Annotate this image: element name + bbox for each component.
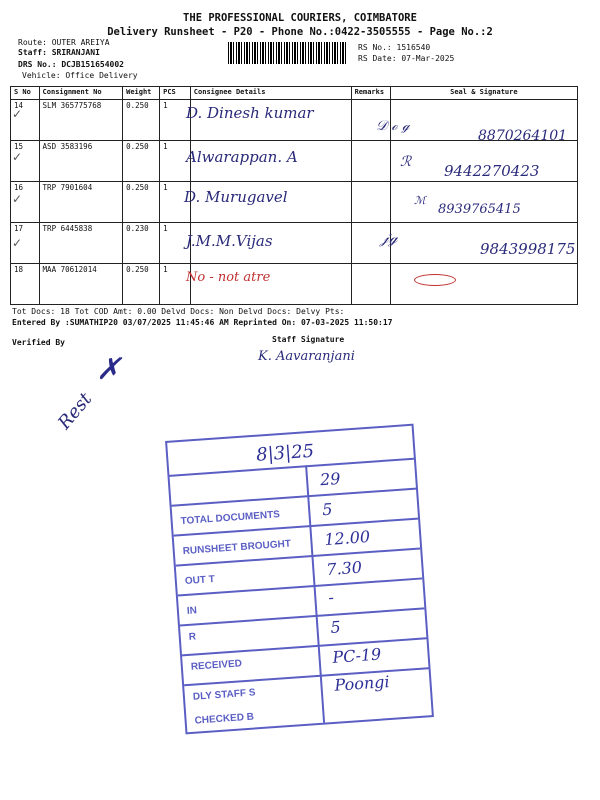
stamp-label: RECEIVED: [190, 658, 243, 673]
stamp-label: IN: [186, 605, 198, 617]
totals-line: Tot Docs: 18 Tot COD Amt: 0.00 Delvd Docs: Non Delvd Docs: Delvy Pts:: [12, 307, 345, 316]
stamp-value: Poongi: [333, 672, 391, 695]
col-consignee: Consignee Details: [190, 87, 351, 100]
row-remarks: [351, 182, 390, 223]
handwritten-phone: 8939765415: [438, 202, 521, 217]
stamp-value: 7.30: [325, 557, 363, 580]
col-consignment: Consignment No: [39, 87, 123, 100]
row-sno: 16: [11, 182, 40, 223]
rs-number: RS No.: 1516540: [358, 43, 431, 52]
row-pcs: 1: [160, 100, 191, 141]
handwritten-consignee: D. Dinesh kumar: [186, 104, 314, 122]
staff-label: Staff: SRIRANJANI: [18, 48, 100, 57]
stamp-value: 5: [329, 617, 342, 637]
stamp-date: 8|3|25: [255, 440, 315, 466]
stamp-label: TOTAL DOCUMENTS: [180, 509, 281, 528]
drs-number: DRS No.: DCJB151654002: [18, 60, 124, 69]
runsheet-title: Delivery Runsheet - P20 - Phone No.:0422-3505555 - Page No.:2: [107, 26, 493, 38]
stamp-value: PC-19: [331, 644, 382, 667]
col-remarks: Remarks: [351, 87, 390, 100]
stamp-label: CHECKED B: [194, 711, 255, 727]
checkmark-icon: ✓: [12, 150, 23, 164]
row-consignment: ASD 3583196: [39, 141, 123, 182]
rs-date: RS Date: 07-Mar-2025: [358, 54, 455, 63]
handwritten-phone: 9843998175: [480, 240, 576, 258]
col-seal-signature: Seal & Signature: [390, 87, 577, 100]
handwritten-consignee: Alwarappan. A: [186, 148, 298, 166]
row-consignment: MAA 70612014: [39, 264, 123, 305]
stamp-value: 29: [319, 468, 342, 490]
stamp-value: 12.00: [323, 527, 371, 550]
row-pcs: 1: [160, 223, 191, 264]
row-weight: 0.250: [123, 100, 160, 141]
stamp-label: RUNSHEET BROUGHT: [182, 538, 292, 558]
runsheet-stamp: [165, 424, 434, 735]
row-sno: 17: [11, 223, 40, 264]
entered-by-line: Entered By :SUMATHIP20 03/07/2025 11:45:46 AM Reprinted On: 07-03-2025 11:50:17: [12, 318, 393, 327]
signature-scribble: ℳ: [414, 194, 426, 207]
row-consignment: TRP 6445838: [39, 223, 123, 264]
checkmark-icon: ✓: [12, 107, 23, 121]
col-pcs: PCS: [160, 87, 191, 100]
company-name: THE PROFESSIONAL COURIERS, COIMBATORE: [183, 12, 417, 24]
handwritten-consignee: D. Murugavel: [184, 188, 288, 206]
stamp-label: DLY STAFF S: [192, 687, 256, 703]
verified-by-label: Verified By: [12, 338, 65, 347]
barcode-image: [228, 42, 348, 64]
row-weight: 0.250: [123, 264, 160, 305]
red-scribble: [414, 274, 456, 286]
checkmark-icon: ✓: [12, 236, 23, 250]
row-weight: 0.250: [123, 141, 160, 182]
verified-signature-hand: Rest: [54, 388, 97, 434]
handwritten-consignee: No - not atre: [186, 270, 271, 285]
row-pcs: 1: [160, 264, 191, 305]
table-header-row: [11, 87, 578, 100]
row-remarks: [351, 141, 390, 182]
stamp-label: OUT T: [184, 573, 216, 587]
staff-signature-label: Staff Signature: [272, 335, 345, 344]
row-signature: [390, 264, 577, 305]
signature-scribble: ℛ: [400, 154, 412, 170]
col-sno: S No: [11, 87, 40, 100]
row-remarks: [351, 264, 390, 305]
row-weight: 0.250: [123, 182, 160, 223]
handwritten-phone: 8870264101: [478, 128, 568, 144]
checkmark-icon: ✓: [12, 192, 23, 206]
col-weight: Weight: [123, 87, 160, 100]
row-consignment: TRP 7901604: [39, 182, 123, 223]
stamp-value: 5: [321, 499, 334, 520]
row-sno: 18: [11, 264, 40, 305]
signature-scribble: 𝒟 ℴ ℊ: [376, 118, 410, 134]
handwritten-phone: 9442270423: [444, 162, 540, 180]
handwritten-consignee: J.M.M.Vijas: [186, 232, 273, 250]
row-pcs: 1: [160, 141, 191, 182]
stamp-label: R: [188, 631, 197, 643]
row-sno: 14: [11, 100, 40, 141]
staff-signature-hand: K. Aavaranjani: [258, 349, 355, 364]
row-pcs: 1: [160, 182, 191, 223]
route-label: Route: OUTER AREIYA: [18, 38, 110, 47]
stamp-value: -: [327, 587, 335, 608]
row-weight: 0.230: [123, 223, 160, 264]
row-consignment: SLM 365775768: [39, 100, 123, 141]
vehicle-label: Vehicle: Office Delivery: [22, 71, 138, 80]
signature-scribble: 𝒿ℊ: [380, 228, 398, 247]
signature-scribble: ✗: [96, 352, 122, 387]
table-row: [11, 264, 578, 305]
row-sno: 15: [11, 141, 40, 182]
